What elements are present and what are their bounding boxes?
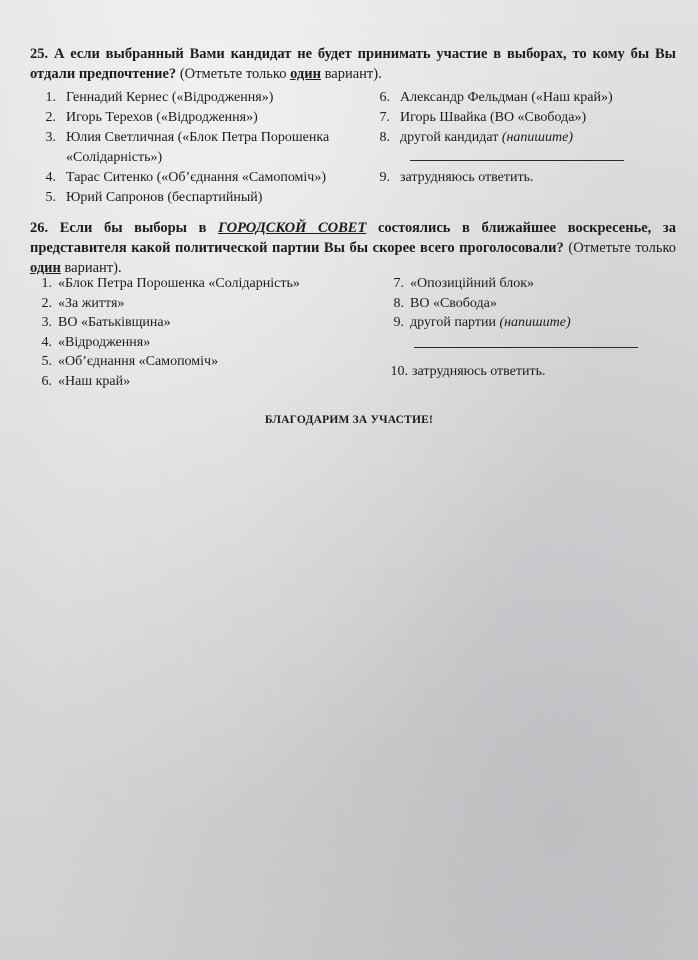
option-label: «Наш край» <box>58 373 131 389</box>
question-26-text-emph: ГОРОДСКОЙ СОВЕТ <box>218 220 367 236</box>
option-label: Юрий Сапронов (беспартийный) <box>66 190 263 205</box>
closing-thanks: БЛАГОДАРИМ ЗА УЧАСТИЕ! <box>264 414 434 426</box>
option-26-8[interactable] <box>388 294 678 314</box>
option-number: 6. <box>41 373 52 389</box>
question-26-note-emph: один <box>30 260 61 276</box>
option-label: «Об’єднання «Самопоміч» <box>58 354 219 369</box>
option-25-9[interactable] <box>364 168 674 188</box>
question-26-options-left <box>36 274 376 391</box>
option-number: 9. <box>393 315 404 330</box>
option-label: ВО «Свобода» <box>410 295 497 311</box>
option-25-5[interactable] <box>30 188 370 208</box>
option-label: затрудняюсь ответить. <box>412 363 546 379</box>
option-label: «Блок Петра Порошенка «Солідарність» <box>58 276 300 291</box>
option-number: 8. <box>393 295 404 311</box>
option-26-9[interactable] <box>388 313 678 333</box>
question-26-text-before: Если бы выборы в <box>59 220 219 236</box>
option-number: 2. <box>45 110 56 125</box>
option-26-1[interactable] <box>36 274 376 294</box>
question-26-number: 26. <box>30 220 49 236</box>
question-26-text-after: состоялись в ближайшее воскресенье, за представителя какой политической партии Вы бы скорее всего проголосовали? <box>30 220 677 256</box>
question-25-options-right <box>364 88 674 188</box>
option-26-2[interactable] <box>36 294 376 314</box>
option-label: Игорь Швайка (ВО «Свобода») <box>400 110 587 125</box>
option-26-5[interactable] <box>36 352 376 372</box>
option-label: ВО «Батьківщина» <box>58 315 171 330</box>
question-25-number: 25. <box>30 46 49 62</box>
option-number: 7. <box>379 110 390 125</box>
question-25-note-after: вариант). <box>320 66 382 82</box>
question-26-title <box>30 218 676 278</box>
option-number: 5. <box>41 354 52 369</box>
option-26-6[interactable] <box>36 372 376 392</box>
option-label: Геннадий Кернес («Відродження») <box>66 90 274 105</box>
option-label: Игорь Терехов («Відродження») <box>66 110 258 125</box>
option-number: 8. <box>379 130 390 145</box>
question-25-options-left <box>30 88 370 208</box>
option-25-7[interactable] <box>364 108 674 128</box>
option-label: другой кандидат <box>400 130 499 145</box>
option-number: 3. <box>45 130 56 145</box>
option-number: 1. <box>45 90 56 105</box>
option-25-6[interactable] <box>364 88 674 108</box>
option-number: 7. <box>393 276 404 291</box>
option-number: 5. <box>45 190 56 205</box>
option-number: 4. <box>41 334 52 350</box>
question-25-note-before: (Отметьте только <box>179 66 291 82</box>
option-number: 1. <box>41 276 52 291</box>
option-label: другой партии <box>410 315 496 330</box>
option-hint: (напишите) <box>499 315 571 330</box>
option-26-10[interactable] <box>388 362 678 382</box>
question-26-note-after: вариант). <box>60 260 122 276</box>
question-25-text: А если выбранный Вами кандидат не будет принимать участие в выборах, то кому бы Вы отдали предпочтение? <box>30 46 677 82</box>
option-25-1[interactable] <box>30 88 370 108</box>
write-in-line-25[interactable] <box>410 160 624 161</box>
question-26-note-before: (Отметьте только <box>568 240 676 256</box>
option-number: 9. <box>379 170 390 185</box>
option-label: «Опозиційний блок» <box>410 276 535 291</box>
option-25-2[interactable] <box>30 108 370 128</box>
question-25-note-emph: один <box>290 66 321 82</box>
option-label: Юлия Светличная («Блок Петра Порошенка «Солідарність») <box>66 130 330 165</box>
option-25-3[interactable] <box>30 128 370 168</box>
option-label: «Відродження» <box>58 334 151 350</box>
option-25-8-spacer <box>364 148 674 168</box>
option-label: Александр Фельдман («Наш край») <box>400 90 613 105</box>
option-26-7[interactable] <box>388 274 678 294</box>
option-number: 10. <box>390 363 408 379</box>
option-number: 4. <box>45 170 56 185</box>
option-26-3[interactable] <box>36 313 376 333</box>
write-in-line-26[interactable] <box>414 347 638 348</box>
option-number: 3. <box>41 315 52 330</box>
option-label: «За життя» <box>58 295 125 311</box>
option-26-4[interactable] <box>36 333 376 353</box>
option-25-4[interactable] <box>30 168 370 188</box>
option-label: Тарас Ситенко («Об’єднання «Самопоміч») <box>66 170 326 185</box>
question-25-title <box>30 44 676 84</box>
option-number: 6. <box>379 90 390 105</box>
option-label: затрудняюсь ответить. <box>400 170 534 185</box>
question-26-options-right <box>388 274 678 381</box>
option-number: 2. <box>41 295 52 311</box>
option-hint: (напишите) <box>501 130 573 145</box>
option-25-8[interactable] <box>364 128 674 148</box>
